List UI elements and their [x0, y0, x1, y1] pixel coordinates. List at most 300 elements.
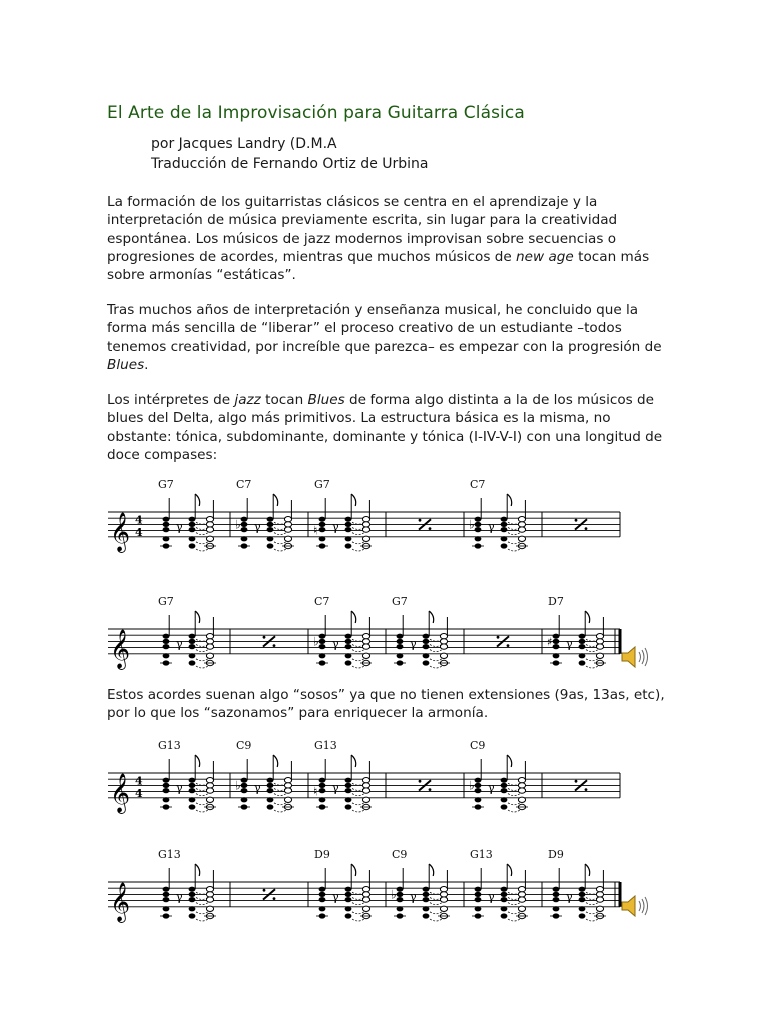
music-staff-4	[100, 846, 630, 926]
note-head	[345, 527, 352, 532]
note-head	[579, 892, 586, 897]
note-head	[501, 517, 508, 522]
note-head	[596, 634, 603, 639]
note-head	[267, 536, 274, 541]
tie	[586, 650, 598, 652]
note-head	[362, 892, 369, 897]
note-flag	[195, 494, 200, 506]
note-head	[518, 527, 525, 532]
tie	[352, 659, 364, 661]
chord-symbol: C9	[392, 848, 408, 861]
chord-group	[160, 494, 216, 551]
note-head	[475, 522, 482, 527]
note-head	[267, 788, 274, 793]
tie	[586, 666, 598, 668]
eighth-rest: γ	[332, 781, 339, 795]
note-head	[475, 906, 482, 911]
note-head	[345, 644, 352, 649]
note-head	[163, 778, 170, 783]
note-head	[189, 653, 196, 658]
flat-sign: ♭	[469, 517, 475, 532]
note-head	[362, 783, 369, 788]
note-flag	[429, 864, 434, 876]
note-head	[475, 536, 482, 541]
note-head	[284, 788, 291, 793]
tie	[196, 533, 208, 535]
repeat-dot	[419, 780, 422, 783]
note-head	[284, 527, 291, 532]
note-head	[319, 797, 326, 802]
tie	[352, 666, 364, 668]
note-head	[518, 797, 525, 802]
note-head	[319, 887, 326, 892]
note-head	[206, 517, 213, 522]
note-head	[397, 906, 404, 911]
tie	[274, 794, 286, 796]
flat-sign: ♭	[469, 778, 475, 793]
tie	[430, 659, 442, 661]
note-head	[518, 522, 525, 527]
note-head	[345, 536, 352, 541]
note-flag	[195, 611, 200, 623]
note-head	[284, 536, 291, 541]
repeat-dot	[429, 788, 432, 791]
note-head	[518, 887, 525, 892]
tie	[430, 650, 442, 652]
note-head	[345, 913, 352, 918]
chord-group	[313, 755, 372, 812]
paragraph-2: Tras muchos años de interpretación y enseñanza musical, he concluido que la forma más sencilla de “liberar” el proceso creativo de un estudiante –todos tenemos creatividad, por increíble que parezca– es empezar con la progresión de Blues.	[107, 302, 662, 373]
note-head	[579, 913, 586, 918]
natural-sign: ♮	[313, 784, 318, 799]
note-head	[501, 913, 508, 918]
note-head	[189, 527, 196, 532]
note-head	[206, 892, 213, 897]
note-head	[163, 906, 170, 911]
note-head	[189, 644, 196, 649]
note-head	[319, 536, 326, 541]
note-head	[475, 788, 482, 793]
tie	[352, 810, 364, 812]
note-head	[362, 644, 369, 649]
note-head	[284, 778, 291, 783]
repeat-dot	[263, 889, 266, 892]
note-head	[163, 527, 170, 532]
paragraph-3: Los intérpretes de jazz tocan Blues de forma algo distinta a la de los músicos de blues del Delta, algo más primitivos. La estructura básica es la misma, no obstante: tónica, subdominante, dominante y tónica (I-IV-V-I) con una longitud de doce compases:	[107, 392, 663, 463]
note-head	[423, 653, 430, 658]
note-head	[579, 634, 586, 639]
note-head	[501, 906, 508, 911]
note-head	[319, 527, 326, 532]
time-signature-bottom: 4	[135, 786, 143, 800]
note-flag	[507, 494, 512, 506]
note-head	[345, 522, 352, 527]
tie	[586, 912, 598, 914]
note-head	[241, 517, 248, 522]
chord-group	[313, 494, 372, 551]
note-head	[206, 522, 213, 527]
note-head	[345, 634, 352, 639]
note-head	[284, 783, 291, 788]
tie	[352, 919, 364, 921]
note-head	[579, 906, 586, 911]
eighth-rest: γ	[410, 637, 417, 651]
note-head	[579, 660, 586, 665]
note-head	[475, 783, 482, 788]
chord-symbol: G7	[158, 595, 174, 608]
chord-symbol: C7	[236, 478, 252, 491]
tie	[508, 533, 520, 535]
note-head	[423, 906, 430, 911]
note-head	[518, 897, 525, 902]
tie	[352, 533, 364, 535]
note-head	[189, 634, 196, 639]
eighth-rest: γ	[176, 890, 183, 904]
tie	[430, 919, 442, 921]
tie	[508, 803, 520, 805]
note-head	[501, 536, 508, 541]
note-head	[501, 804, 508, 809]
tie	[352, 903, 364, 905]
eighth-rest: γ	[176, 637, 183, 651]
repeat-dot	[273, 644, 276, 647]
paragraph-1: La formación de los guitarristas clásicos se centra en el aprendizaje y la interpretación de música previamente escrita, sin lugar para la creatividad espontánea. Los músicos de jazz modernos improvisan sobre secuencias o progresiones de acordes, mientras que muchos músicos de new age tocan más sobre armonías “estáticas”.	[107, 194, 650, 284]
note-head	[189, 897, 196, 902]
chord-group	[235, 755, 294, 812]
note-head	[189, 778, 196, 783]
tie	[430, 903, 442, 905]
note-head	[319, 517, 326, 522]
tie	[196, 903, 208, 905]
chord-group	[235, 494, 294, 551]
note-head	[475, 797, 482, 802]
note-head	[163, 517, 170, 522]
note-head	[518, 788, 525, 793]
note-head	[397, 634, 404, 639]
time-signature-top: 4	[135, 513, 143, 527]
document-title: El Arte de la Improvisación para Guitarra Clásica	[107, 103, 525, 123]
chord-group	[469, 494, 528, 551]
chord-symbol: G13	[470, 848, 493, 861]
music-staff-3	[100, 737, 630, 817]
note-head	[362, 639, 369, 644]
note-head	[163, 536, 170, 541]
note-head	[345, 887, 352, 892]
eighth-rest: γ	[332, 890, 339, 904]
note-head	[475, 892, 482, 897]
note-flag	[351, 755, 356, 767]
note-head	[284, 797, 291, 802]
note-head	[440, 897, 447, 902]
chord-group	[391, 864, 450, 921]
note-head	[362, 522, 369, 527]
note-flag	[351, 611, 356, 623]
note-head	[579, 639, 586, 644]
tie	[508, 903, 520, 905]
eighth-rest: γ	[254, 520, 261, 534]
paragraph-4: Estos acordes suenan algo “sosos” ya que no tienen extensiones (9as, 13as, etc), por lo que los “sazonamos” para enriquecer la armonía.	[107, 687, 665, 722]
note-flag	[195, 864, 200, 876]
note-head	[518, 536, 525, 541]
note-head	[189, 804, 196, 809]
note-head	[319, 634, 326, 639]
note-head	[345, 797, 352, 802]
chord-group	[472, 864, 528, 921]
note-head	[475, 897, 482, 902]
tie	[196, 666, 208, 668]
note-head	[189, 522, 196, 527]
tie	[586, 903, 598, 905]
note-flag	[585, 864, 590, 876]
treble-clef: 𝄞	[110, 881, 131, 922]
note-head	[596, 897, 603, 902]
note-head	[501, 892, 508, 897]
note-head	[475, 778, 482, 783]
chord-group	[316, 864, 372, 921]
chord-group	[160, 864, 216, 921]
tie	[196, 794, 208, 796]
note-head	[501, 783, 508, 788]
translator-line: Traducción de Fernando Ortiz de Urbina	[151, 156, 429, 172]
note-head	[362, 797, 369, 802]
note-head	[189, 887, 196, 892]
tie	[196, 659, 208, 661]
note-head	[501, 788, 508, 793]
tie	[352, 803, 364, 805]
note-flag	[585, 611, 590, 623]
chord-symbol: G7	[158, 478, 174, 491]
repeat-dot	[507, 644, 510, 647]
eighth-rest: γ	[176, 781, 183, 795]
note-head	[397, 887, 404, 892]
tie	[586, 919, 598, 921]
note-head	[267, 522, 274, 527]
note-head	[553, 634, 560, 639]
music-staff-2	[100, 593, 630, 673]
note-head	[362, 897, 369, 902]
note-head	[206, 527, 213, 532]
note-head	[163, 892, 170, 897]
speaker-icon[interactable]	[618, 644, 652, 670]
note-flag	[351, 494, 356, 506]
tie	[196, 650, 208, 652]
note-head	[579, 644, 586, 649]
note-head	[518, 892, 525, 897]
tie	[508, 912, 520, 914]
eighth-rest: γ	[176, 520, 183, 534]
note-head	[440, 639, 447, 644]
note-head	[267, 783, 274, 788]
note-head	[345, 778, 352, 783]
note-head	[319, 783, 326, 788]
note-head	[241, 797, 248, 802]
chord-symbol: D7	[548, 595, 564, 608]
note-head	[440, 634, 447, 639]
note-head	[397, 639, 404, 644]
tie	[274, 533, 286, 535]
note-head	[475, 527, 482, 532]
note-head	[189, 797, 196, 802]
note-head	[267, 517, 274, 522]
tie	[352, 542, 364, 544]
note-head	[163, 522, 170, 527]
note-head	[163, 639, 170, 644]
note-head	[241, 788, 248, 793]
note-head	[345, 897, 352, 902]
note-head	[362, 778, 369, 783]
note-head	[189, 536, 196, 541]
note-head	[163, 797, 170, 802]
note-head	[440, 906, 447, 911]
note-head	[553, 644, 560, 649]
note-head	[596, 653, 603, 658]
tie	[508, 810, 520, 812]
note-head	[206, 536, 213, 541]
repeat-dot	[429, 527, 432, 530]
note-head	[423, 892, 430, 897]
note-head	[518, 778, 525, 783]
author-line: por Jacques Landry (D.M.A	[151, 136, 337, 152]
note-head	[579, 887, 586, 892]
note-head	[475, 887, 482, 892]
note-head	[189, 543, 196, 548]
chord-symbol: C7	[470, 478, 486, 491]
note-head	[518, 517, 525, 522]
tie	[508, 542, 520, 544]
note-head	[206, 634, 213, 639]
note-head	[189, 783, 196, 788]
note-head	[553, 653, 560, 658]
treble-clef: 𝄞	[110, 772, 131, 813]
note-head	[501, 897, 508, 902]
note-head	[345, 892, 352, 897]
tie	[430, 912, 442, 914]
repeat-dot	[497, 636, 500, 639]
note-head	[319, 906, 326, 911]
note-head	[345, 653, 352, 658]
treble-clef: 𝄞	[110, 628, 131, 669]
note-head	[319, 892, 326, 897]
note-head	[345, 517, 352, 522]
note-head	[518, 783, 525, 788]
note-flag	[195, 755, 200, 767]
flat-sign: ♭	[235, 778, 241, 793]
note-head	[206, 639, 213, 644]
tie	[508, 919, 520, 921]
natural-sign: ♮	[313, 523, 318, 538]
note-head	[267, 804, 274, 809]
note-head	[206, 644, 213, 649]
note-head	[423, 913, 430, 918]
eighth-rest: γ	[410, 890, 417, 904]
chord-symbol: G13	[314, 739, 337, 752]
note-flag	[507, 755, 512, 767]
note-head	[319, 644, 326, 649]
eighth-rest: γ	[566, 637, 573, 651]
chord-symbol: D9	[314, 848, 330, 861]
note-head	[284, 522, 291, 527]
note-head	[241, 527, 248, 532]
eighth-rest: γ	[488, 520, 495, 534]
sharp-sign: ♯	[547, 635, 553, 649]
note-head	[362, 517, 369, 522]
note-head	[189, 788, 196, 793]
chord-group	[160, 755, 216, 812]
tie	[352, 912, 364, 914]
tie	[274, 810, 286, 812]
tie	[196, 919, 208, 921]
note-head	[362, 634, 369, 639]
note-head	[423, 897, 430, 902]
eighth-rest: γ	[254, 781, 261, 795]
eighth-rest: γ	[332, 637, 339, 651]
tie	[196, 549, 208, 551]
note-head	[267, 543, 274, 548]
chord-symbol: C7	[314, 595, 330, 608]
note-head	[596, 906, 603, 911]
note-head	[163, 897, 170, 902]
tie	[508, 794, 520, 796]
tie	[352, 794, 364, 796]
note-head	[284, 517, 291, 522]
note-head	[501, 887, 508, 892]
tie	[508, 549, 520, 551]
note-head	[206, 887, 213, 892]
note-head	[423, 634, 430, 639]
tie	[274, 803, 286, 805]
chord-group	[547, 611, 606, 668]
note-head	[596, 644, 603, 649]
note-flag	[351, 864, 356, 876]
chord-group	[469, 755, 528, 812]
note-head	[362, 653, 369, 658]
note-head	[440, 887, 447, 892]
speaker-icon[interactable]	[618, 893, 652, 919]
chord-group	[394, 611, 450, 668]
eighth-rest: γ	[566, 890, 573, 904]
note-head	[362, 906, 369, 911]
note-head	[440, 892, 447, 897]
note-flag	[507, 864, 512, 876]
note-head	[596, 887, 603, 892]
note-head	[206, 906, 213, 911]
note-flag	[273, 494, 278, 506]
note-head	[345, 543, 352, 548]
note-head	[501, 522, 508, 527]
eighth-rest: γ	[332, 520, 339, 534]
note-head	[319, 788, 326, 793]
repeat-dot	[273, 897, 276, 900]
note-head	[362, 788, 369, 793]
repeat-dot	[575, 519, 578, 522]
note-head	[553, 887, 560, 892]
repeat-dot	[419, 519, 422, 522]
note-head	[501, 543, 508, 548]
chord-symbol: D9	[548, 848, 564, 861]
note-head	[345, 906, 352, 911]
chord-symbol: C9	[470, 739, 486, 752]
repeat-dot	[585, 788, 588, 791]
note-head	[423, 887, 430, 892]
note-head	[475, 517, 482, 522]
note-head	[553, 892, 560, 897]
chord-symbol: C9	[236, 739, 252, 752]
note-head	[319, 522, 326, 527]
note-head	[501, 778, 508, 783]
note-head	[189, 517, 196, 522]
tie	[586, 659, 598, 661]
flat-sign: ♭	[313, 634, 319, 649]
